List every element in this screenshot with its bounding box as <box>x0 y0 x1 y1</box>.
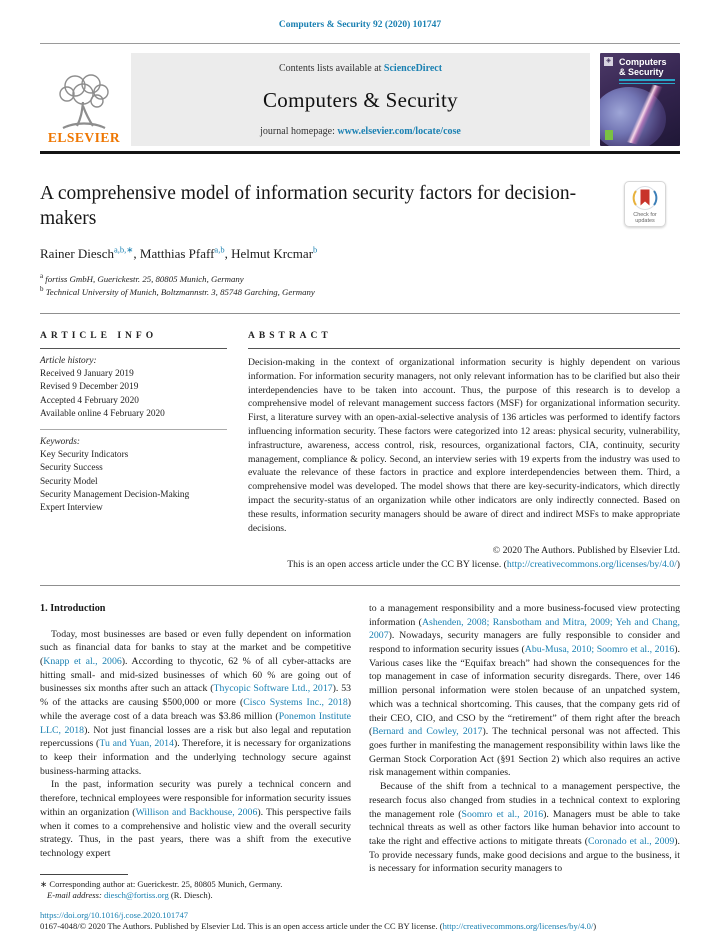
body-column-left <box>40 602 351 902</box>
copyright-line: © 2020 The Authors. Published by Elsevier Ltd. <box>492 545 680 557</box>
citation-link[interactable]: Ponemon Institute LLC, 2018 <box>40 710 351 736</box>
citation-link[interactable]: Bernard and Cowley, 2017 <box>372 726 483 738</box>
journal-banner <box>40 53 680 146</box>
citation-link[interactable]: Thycopic Software Ltd., 2017 <box>213 683 333 695</box>
contents-line: Contents lists available at ScienceDirect <box>278 63 443 74</box>
list-item: Accepted 4 February 2020 <box>40 395 139 406</box>
citation-link[interactable]: Abu-Musa, 2010; Soomro et al., 2016 <box>524 644 675 656</box>
list-item: Security Success <box>40 463 103 474</box>
section-heading: 1. Introduction <box>40 602 106 614</box>
list-item: Security Model <box>40 476 98 487</box>
check-for-updates-badge[interactable] <box>624 181 666 227</box>
keywords-label: Keywords: <box>40 437 80 448</box>
keywords-list <box>40 449 227 515</box>
citation-link[interactable]: https://doi.org/10.1016/j.cose.2020.101747 <box>40 909 189 920</box>
top-rule <box>40 43 680 44</box>
citation-link[interactable]: Cisco Systems Inc., 2018 <box>243 697 348 709</box>
citation-link[interactable]: Tu and Yuan, 2014 <box>99 738 174 750</box>
list-item: Expert Interview <box>40 503 103 514</box>
keywords-block <box>40 430 227 523</box>
article-info-heading: ARTICLE INFO <box>40 331 158 341</box>
list-item: Received 9 January 2019 <box>40 369 134 380</box>
citation-link[interactable]: diesch@fortiss.org <box>103 890 169 901</box>
article-title: A comprehensive model of information security factors for decision-makers <box>40 183 577 229</box>
license-line: This is an open access article under the CC BY license. (http://creativecommons.org/licenses/by/4.0/) <box>287 559 680 571</box>
paragraph: to a management responsibility and a more business-focused view protecting information (Ashenden, 2008; Ransbotham and Mitra, 2009; Yeh and Chang, 2007). Nowadays, security managers are fully responsible to consider and respond to information security issues (Abu-Musa, 2010; Soomro et al., 2016). Various cases like the “Equifax breach” had shown the consequences for the top management in case of information security disregards. There, over 146 million personal information were stolen because of an unpatched system, which was a technical shortcoming. This causes, that the company gets rid of their CEO, CIO, and CSO by the “retirement” of them right after the breach (Bernard and Cowley, 2017). The technical personal was not affected. This goes further in manifesting the management responsibility within laws like the German Stock Corporation Act (§91 Section 2) which also requires an active risk management within companies. <box>369 602 681 779</box>
list-item: Revised 9 December 2019 <box>40 382 139 393</box>
citation-link[interactable]: http://creativecommons.org/licenses/by/4.0/ <box>442 921 594 932</box>
abstract-copyright <box>248 544 680 572</box>
list-item: Security Management Decision-Making <box>40 489 190 500</box>
affiliation-2: $^b$ Technical University of Munich, Boltzmannstr. 3, 85748 Garching, Germany <box>40 284 315 297</box>
banner-bottom-bar <box>40 151 680 154</box>
article-history <box>40 349 227 429</box>
cover-title: Computers & Security <box>619 57 667 77</box>
right-column-paragraphs <box>369 602 680 876</box>
divider <box>40 313 680 314</box>
left-column-paragraphs <box>40 628 351 861</box>
body-column-right <box>369 602 680 902</box>
citation-link[interactable]: Ashenden, 2008; Ransbotham and Mitra, 2009; Yeh and Chang, 2007 <box>369 616 681 642</box>
citation-link[interactable]: http://creativecommons.org/licenses/by/4.0/ <box>506 559 677 571</box>
list-item: Key Security Indicators <box>40 450 129 461</box>
paragraph: In the past, information security was purely a technical concern and therefore, technical employees were responsible for information security issues within an organization (Willison and Backhouse, 2006). This perspective fails when it comes to a comprehensive and holistic view and the overall security strategy. Thus, in the past years, there was a shift from the executive technology expert <box>40 779 352 859</box>
check-updates-caption: Check for updates <box>633 212 657 224</box>
elsevier-wordmark: ELSEVIER <box>47 130 121 145</box>
citation-link[interactable]: b <box>313 244 318 255</box>
homepage-line: journal homepage: www.elsevier.com/locate/cose <box>260 126 461 137</box>
citation-link[interactable]: www.elsevier.com/locate/cose <box>337 126 461 137</box>
affiliations <box>40 273 680 298</box>
affiliation-1: $^a$ fortiss GmbH, Guerickestr. 25, 80805 Munich, Germany <box>40 272 244 284</box>
journal-cover-thumbnail[interactable] <box>600 53 680 146</box>
cover-publisher-icon: ◈ <box>604 57 613 66</box>
elsevier-tree-icon <box>53 72 115 132</box>
cover-checkmark-art <box>605 130 613 140</box>
paragraph: Because of the shift from a technical to a management perspective, the research focus also changed from studies in a technical context to exploring the management role (Soomro et al., 2016). Managers must be able to take technical threats as well as other factors like human behavior into account to take the right and effective actions to mitigate threats (Coronado et al., 2009). To provide necessary funds, make good decisions and argue to the business, it is necessary for information security managers to <box>369 781 680 875</box>
journal-title: Computers & Security <box>263 87 458 112</box>
check-updates-icon <box>632 185 658 211</box>
list-item: Available online 4 February 2020 <box>40 408 165 419</box>
citation-link[interactable]: Coronado et al., 2009 <box>587 835 675 847</box>
citation-link[interactable]: a,b,∗ <box>114 244 134 255</box>
citation-link[interactable]: ScienceDirect <box>383 63 443 74</box>
history-list <box>40 368 227 421</box>
citation-link[interactable]: Willison and Backhouse, 2006 <box>135 806 258 818</box>
history-label: Article history: <box>40 356 97 366</box>
citation-link[interactable]: a,b <box>214 244 225 255</box>
article-info-column <box>40 323 227 572</box>
abstract-heading: ABSTRACT <box>248 331 332 341</box>
footnote-rule <box>40 874 128 875</box>
doi-line <box>40 910 680 922</box>
banner-center <box>131 53 590 146</box>
journal-citation: Computers & Security 92 (2020) 101747 <box>278 20 442 30</box>
citation-link[interactable]: Knapp et al., 2006 <box>43 656 122 668</box>
citation-link[interactable]: Soomro et al., 2016 <box>461 808 544 820</box>
footnote-corresponding: ∗ Corresponding author at: Guerickestr. 25, 80805 Munich, Germany. <box>40 878 283 889</box>
author-line: Rainer Diesch$^{a,b,∗}$, Matthias Pfaff$^{a,b}$, Helmut Krcmar$^b$ <box>40 244 318 261</box>
footnote <box>40 874 351 902</box>
abstract-column <box>248 323 680 572</box>
footnote-email: E-mail address: diesch@fortiss.org (R. Diesch). <box>47 890 213 901</box>
paragraph: Today, most businesses are based or even fully dependent on information such as financial data for banks to stay at the market and be competitive (Knapp et al., 2006). According to thycotic, 62 % of all cyber-attacks are hitting small- and mid-sized businesses of which 60 % are going out of businesses six months after such an attack (Thycopic Software Ltd., 2017). 53 % of the attacks are causing $500,000 or more (Cisco Systems Inc., 2018) while the average cost of a data breach was $3.86 million (Ponemon Institute LLC, 2018). Not just financial losses are a risk but also legal and reputation repercussions (Tu and Yuan, 2014). Therefore, it is necessary for organizations to keep their information and the underlying technology secure against business-harming attacks. <box>40 628 352 777</box>
page-footer <box>40 910 680 933</box>
issn-copyright-line: 0167-4048/© 2020 The Authors. Published by Elsevier Ltd. This is an open access article under the CC BY license. (http://creativecommons.org/licenses/by/4.0/) <box>40 921 597 932</box>
abstract-text: Decision-making in the context of organizational information security is highly dependent on various information. For information security managers, not only relevant information has to be clarified but also their interdependencies have to be taken into account. Thus, the purpose of this research is to develop a comprehensive model of relevant management success factors (MSF) for organizational information security. First, a literature survey with an open-axial-selective analysis of 136 articles was performed to identify factors influencing information security. These factors were categorized into 12 areas: physical security, vulnerability, infrastructure, awareness, access control, risk, resources, organizational factors, CIA, continuity, security management, compliance & policy. Second, an interview series with 19 experts from the industry was used to evaluate the relevance of these factors in practice and explore interdependencies between them. Third, a comprehensive model was developed. The model shows that there are key-security-indicators, which directly impact the security-status of an organization while other indicators are only indirectly connected. Based on these results, information security managers should be aware of direct and indirect MSFs to make appropriate decisions. <box>248 357 680 534</box>
divider <box>40 585 680 586</box>
elsevier-logo[interactable] <box>40 53 128 146</box>
